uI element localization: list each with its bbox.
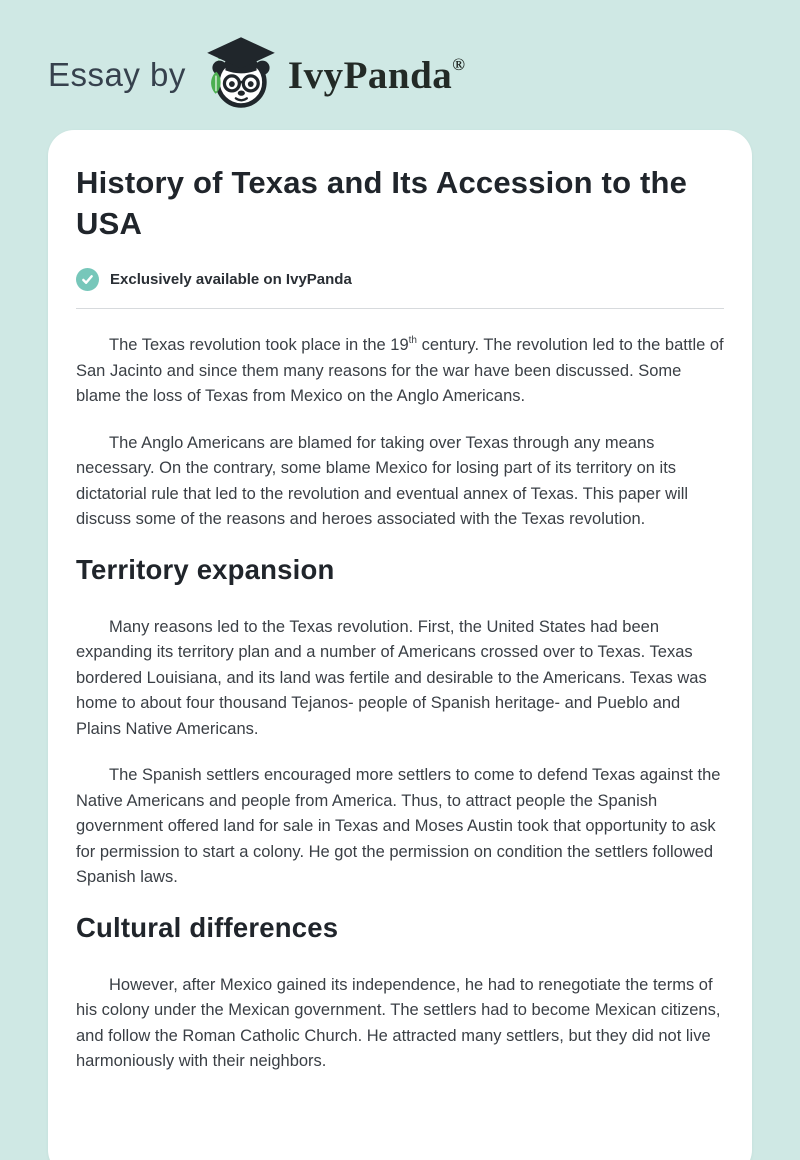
- cultural-paragraph-1: However, after Mexico gained its independence, he had to renegotiate the terms of his colony under the Mexican government. The settlers had to become Mexican citizens, and follow the Roman Catholic Church. He attracted many settlers, but they did not live harmoniously with their neighbors.: [76, 975, 721, 1070]
- panda-logo-icon: [202, 34, 280, 112]
- brand-name: IvyPanda®: [287, 53, 466, 97]
- registered-mark: ®: [452, 54, 466, 74]
- page-header: [0, 0, 800, 130]
- intro-paragraph-2: The Anglo Americans are blamed for taking over Texas through any means necessary. On the contrary, some blame Mexico for losing part of its territory on its dictatorial rule that led to the revolution and eventual annex of Texas. This paper will discuss some of the reasons and heroes associated with the Texas revolution.: [76, 433, 689, 528]
- territory-paragraph-2: The Spanish settlers encouraged more settlers to come to defend Texas against the Native Americans and people from America. Thus, to attract people the Spanish government offered land for sale in Texas and Moses Austin took that opportunity to ask for permission to start a colony. He got the permission on condition the settlers followed Spanish laws.: [76, 766, 721, 886]
- paragraph-text: century. The revolution led to the battle of San Jacinto and since them many reasons for the war have been discussed. Some blame the loss of Texas from Mexico on the Anglo Americans.: [76, 336, 724, 405]
- essay-card: [48, 130, 752, 1160]
- section-heading-territory-expansion: Territory expansion: [76, 553, 335, 585]
- section-heading-cultural-differences: Cultural differences: [76, 911, 339, 943]
- essay-by-label: Essay by: [48, 56, 186, 93]
- divider: [76, 308, 724, 309]
- badge-label: Exclusively available on IvyPanda: [110, 271, 352, 288]
- ivypanda-logo[interactable]: [202, 38, 466, 112]
- territory-paragraph-1: Many reasons led to the Texas revolution. First, the United States had been expanding its territory plan and a number of Americans crossed over to Texas. Texas bordered Louisiana, and its land was fertile and desirable to the Americans. Texas was home to about four thousand Tejanos- people of Spanish heritage- and Pueblo and Plains Native Americans.: [76, 617, 707, 738]
- page-title: History of Texas and Its Accession to the USA: [76, 165, 688, 241]
- paragraph-text: The Texas revolution took place in the 19: [109, 336, 409, 354]
- intro-paragraph-1: [76, 328, 724, 410]
- check-icon: [76, 268, 99, 291]
- superscript-th: th: [408, 335, 417, 346]
- exclusive-badge: [76, 268, 724, 291]
